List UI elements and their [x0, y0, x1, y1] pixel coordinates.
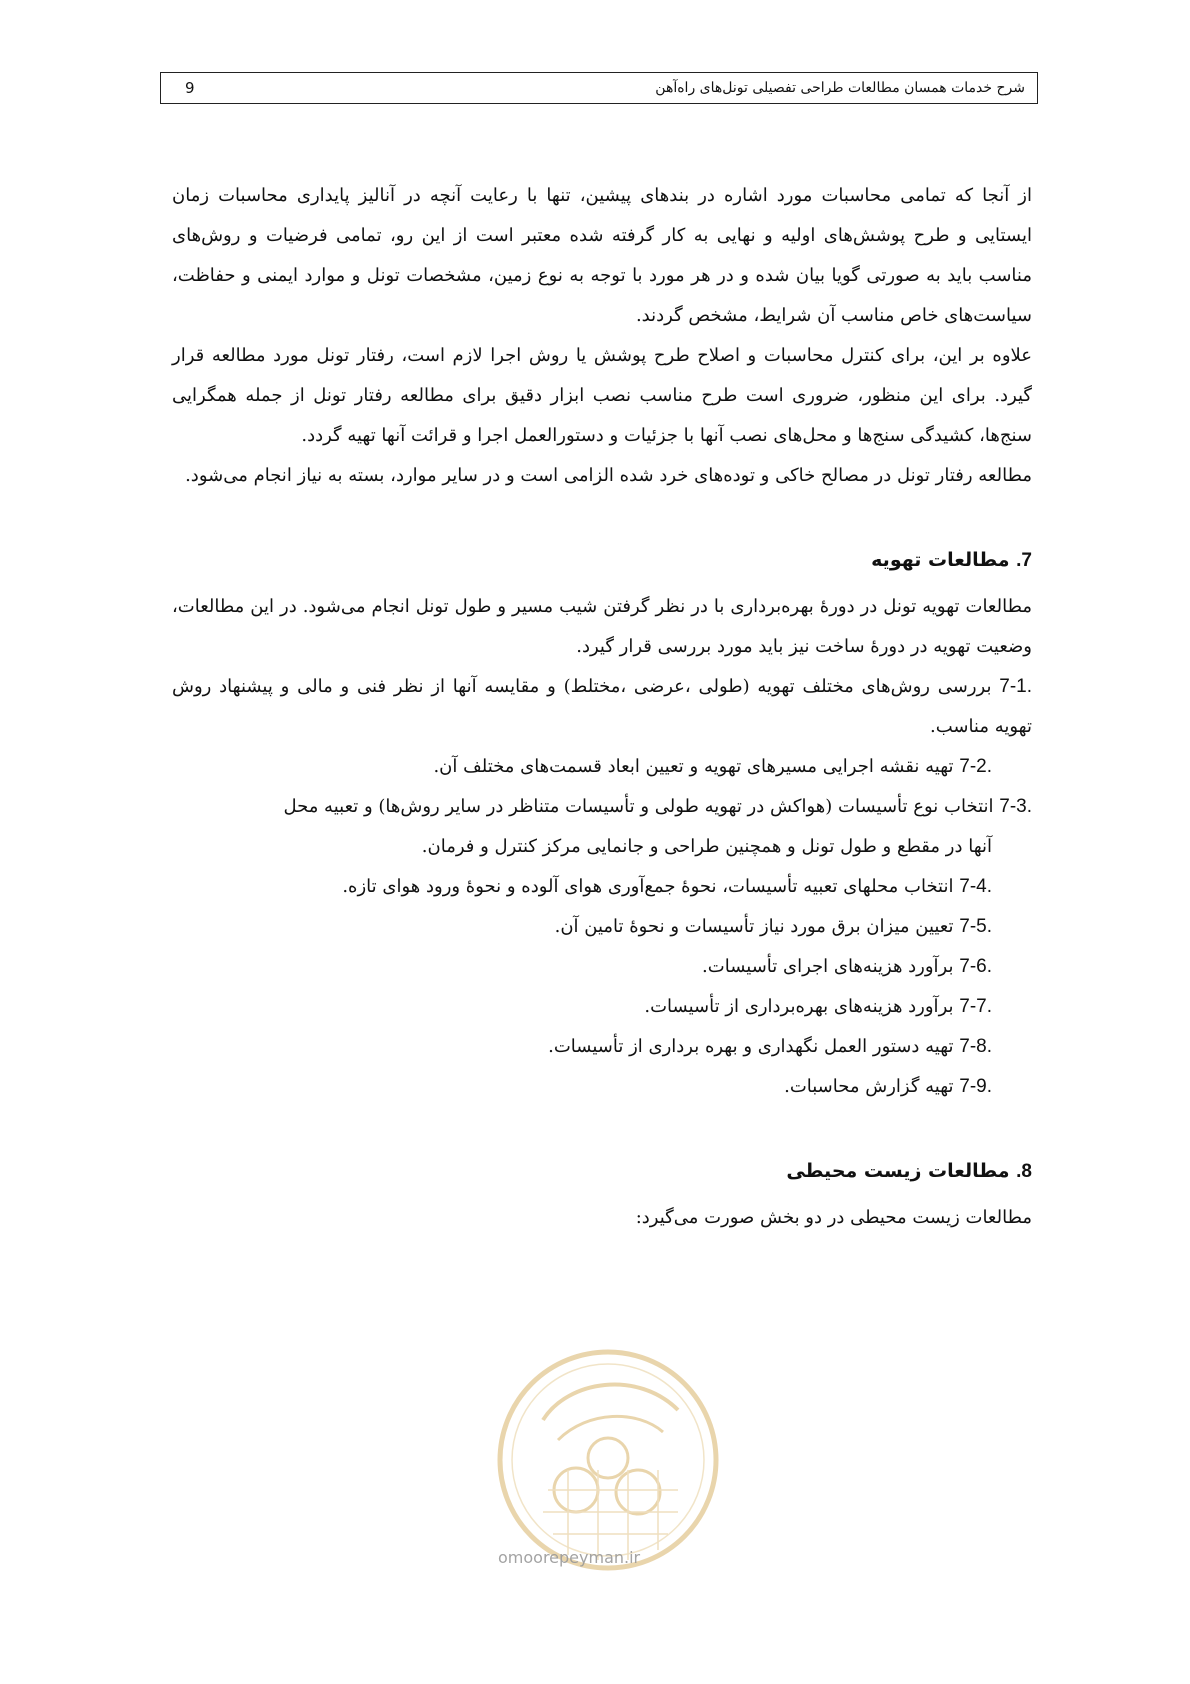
item-text: تهیه نقشه اجرایی مسیرهای تهویه و تعیین ابعاد قسمت‌های مختلف آن. [433, 756, 954, 777]
paragraph-calculations: از آنجا که تمامی محاسبات مورد اشاره در بندهای پیشین، تنها با رعایت آنچه در آنالیز پایداری محاسبات زمان ایستایی و طرح پوشش‌های اولیه و نهایی به کار گرفته شده معتبر است از این رو، تمامی فرضیات و روش‌های مناسب باید به صورتی گویا بیان شده و در هر مورد با توجه به نوع زمین، مشخصات تونل و موارد ایمنی و حفاظت، سیاست‌های خاص مناسب آن شرایط، مشخص گردند. [172, 185, 1032, 326]
watermark-caption: omoorepeyman.ir [498, 1548, 641, 1567]
item-number: 7-6. [959, 956, 992, 977]
list-item [172, 787, 1032, 867]
item-number: 7-7. [959, 996, 992, 1017]
list-item [172, 947, 1032, 987]
paragraph-soil-behavior: مطالعه رفتار تونل در مصالح خاکی و توده‌های خرد شده الزامی است و در سایر موارد، بسته به نیاز انجام می‌شود. [185, 465, 1032, 486]
list-item [172, 907, 1032, 947]
watermark-logo-icon [488, 1340, 728, 1580]
item-text: برآورد هزینه‌های اجرای تأسیسات. [702, 956, 954, 977]
page-header [160, 72, 1038, 104]
item-number: 7-2. [959, 756, 992, 777]
list-item [172, 747, 1032, 787]
page-number: 9 [185, 79, 195, 97]
item-number: 7-5. [959, 916, 992, 937]
list-item [172, 667, 1032, 747]
item-text: تعیین میزان برق مورد نیاز تأسیسات و نحوهٔ تامین آن. [554, 916, 954, 937]
item-number: 7-3. [999, 796, 1032, 817]
section-8-title: مطالعات زیست محیطی [786, 1160, 1010, 1182]
section-7-title: مطالعات تهویه [871, 549, 1010, 571]
item-text-continuation: آنها در مقطع و طول تونل و همچنین طراحی و جانمایی مرکز کنترل و فرمان. [421, 836, 992, 857]
section-7-heading [172, 540, 1032, 581]
document-title: شرح خدمات همسان مطالعات طراحی تفصیلی تونل‌های راه‌آهن [655, 80, 1025, 96]
item-number: 7-1. [999, 676, 1032, 697]
paragraph-instrumentation: علاوه بر این، برای کنترل محاسبات و اصلاح طرح پوشش یا روش اجرا لازم است، رفتار تونل مورد مطالعه قرار گیرد. برای این منظور، ضروری است طرح مناسب نصب ابزار دقیق برای مطالعه رفتار تونل از جمله همگرایی سنج‌ها، کشیدگی سنج‌ها و محل‌های نصب آنها با جزئیات و دستورالعمل اجرا و قرائت آنها تهیه گردد. [172, 345, 1032, 446]
item-number: 7-8. [959, 1036, 992, 1057]
section-8-number: 8. [1016, 1161, 1032, 1182]
page-content [172, 176, 1032, 1238]
list-item [172, 1067, 1032, 1107]
item-text: تهیه گزارش محاسبات. [784, 1076, 954, 1097]
section-7-number: 7. [1016, 550, 1032, 571]
list-item [172, 1027, 1032, 1067]
list-item [172, 867, 1032, 907]
section-8-heading [172, 1151, 1032, 1192]
section-8-intro: مطالعات زیست محیطی در دو بخش صورت می‌گیرد: [635, 1207, 1032, 1228]
item-text: انتخاب نوع تأسیسات (هواکش در تهویه طولی و تأسیسات متناظر در سایر روش‌ها) و تعبیه محل [283, 796, 994, 817]
item-text: برآورد هزینه‌های بهره‌برداری از تأسیسات. [644, 996, 954, 1017]
item-number: 7-9. [959, 1076, 992, 1097]
section-7-intro: مطالعات تهویه تونل در دورهٔ بهره‌برداری با در نظر گرفتن شیب مسیر و طول تونل انجام می‌شود. در این مطالعات، وضعیت تهویه در دورهٔ ساخت نیز باید مورد بررسی قرار گیرد. [172, 596, 1032, 657]
item-text: بررسی روش‌های مختلف تهویه (طولی ،عرضی ،مختلط) و مقایسه آنها از نظر فنی و مالی و پیشنهاد روش تهویه مناسب. [172, 676, 1032, 737]
item-text: انتخاب محلهای تعبیه تأسیسات، نحوهٔ جمع‌آوری هوای آلوده و نحوهٔ ورود هوای تازه. [342, 876, 954, 897]
item-text: تهیه دستور العمل نگهداری و بهره برداری از تأسیسات. [548, 1036, 954, 1057]
list-item [172, 987, 1032, 1027]
item-number: 7-4. [959, 876, 992, 897]
